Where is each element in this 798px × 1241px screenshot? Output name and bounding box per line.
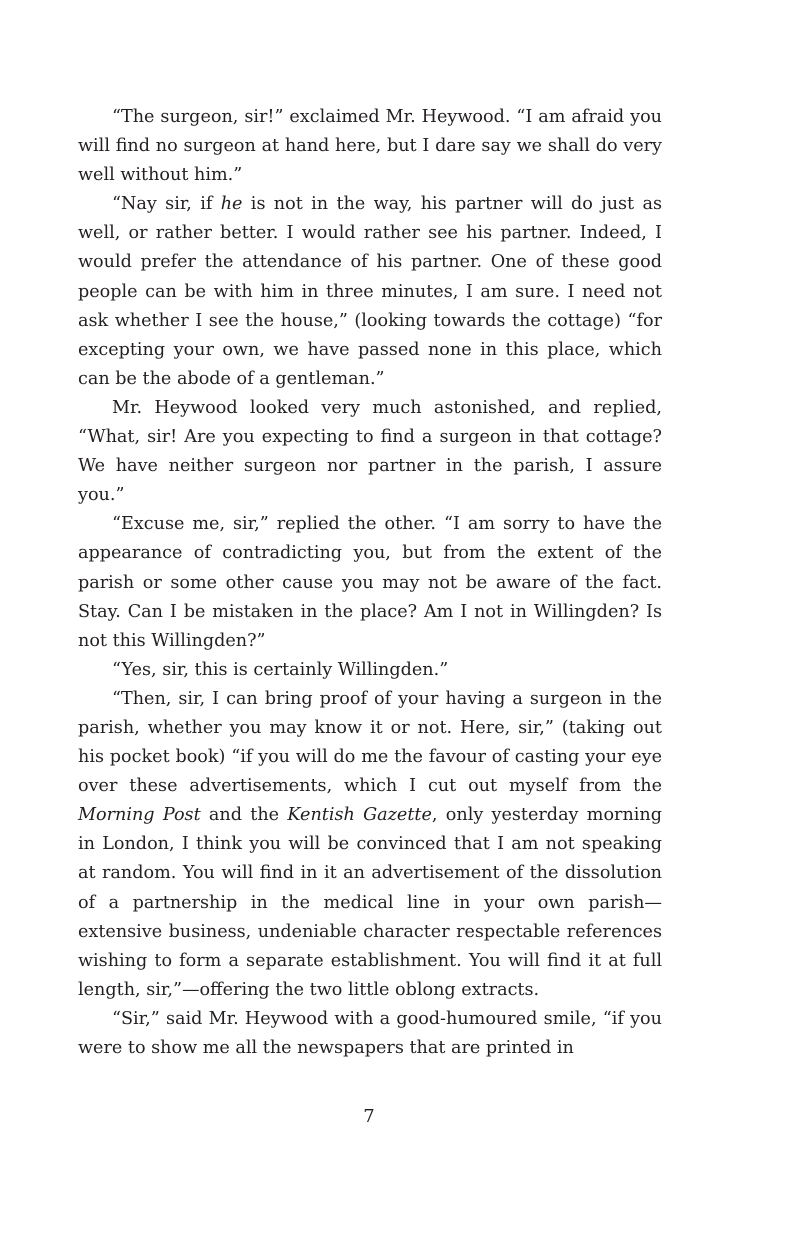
text-run: “Then, sir, I can bring proof of your having a surgeon in the parish, whether you may know it or not. Here, sir,” (taking out his pocket book) “if you will do me the favour of casting your eye over these advertisements, which I cut out myself from the <box>78 688 662 797</box>
paragraph-7 <box>78 1005 662 1063</box>
text-run: “Sir,” said Mr. Heywood with a good-humoured smile, “if you were to show me all the newspapers that are printed in <box>78 1008 662 1058</box>
paragraph-5 <box>78 656 662 685</box>
text-run: “Yes, sir, this is certainly Willingden.” <box>112 659 449 680</box>
paragraph-1 <box>78 103 662 190</box>
emphasis-run: he <box>220 194 243 215</box>
newspaper-title: Morning Post <box>78 805 201 826</box>
paragraph-4 <box>78 510 662 655</box>
text-run: Mr. Heywood looked very much astonished, and replied, “What, sir! Are you expecting to find a surgeon in that cottage? We have neither surgeon nor partner in the parish, I assure you.” <box>78 397 662 506</box>
paragraph-6 <box>78 685 662 1005</box>
body-text <box>78 103 662 1063</box>
text-run: “Nay sir, if <box>112 194 221 215</box>
page-number: 7 <box>363 1106 375 1127</box>
text-run: “The surgeon, sir!” exclaimed Mr. Heywood. “I am afraid you will find no surgeon at hand here, but I dare say we shall do very well without him.” <box>78 107 662 186</box>
text-run: “Excuse me, sir,” replied the other. “I am sorry to have the appearance of contradicting you, but from the extent of the parish or some other cause you may not be aware of the fact. Stay. Can I be mistaken in the place? Am I not in Willingden? Is not this Willingden?” <box>78 514 662 651</box>
paragraph-2 <box>78 190 662 394</box>
text-run: and the <box>200 805 288 826</box>
text-run: , only yesterday morning in London, I think you will be convinced that I am not speaking at random. You will find in it an advertisement of the dissolution of a partnership in the medical line in your own parish—extensive business, undeniable character respectable references wishing to form a separate establishment. You will find it at full length, sir,”—offering the two little oblong extracts. <box>78 805 663 1000</box>
paragraph-3 <box>78 394 662 510</box>
text-run: is not in the way, his partner will do just as well, or rather better. I would rather see his partner. Indeed, I would prefer the attendance of his partner. One of these good people can be with him in three minutes, I am sure. I need not ask whether I see the house,” (looking towards the cottage) “for excepting your own, we have passed none in this place, which can be the abode of a gentleman.” <box>78 194 662 389</box>
newspaper-title: Kentish Gazette <box>287 805 432 826</box>
